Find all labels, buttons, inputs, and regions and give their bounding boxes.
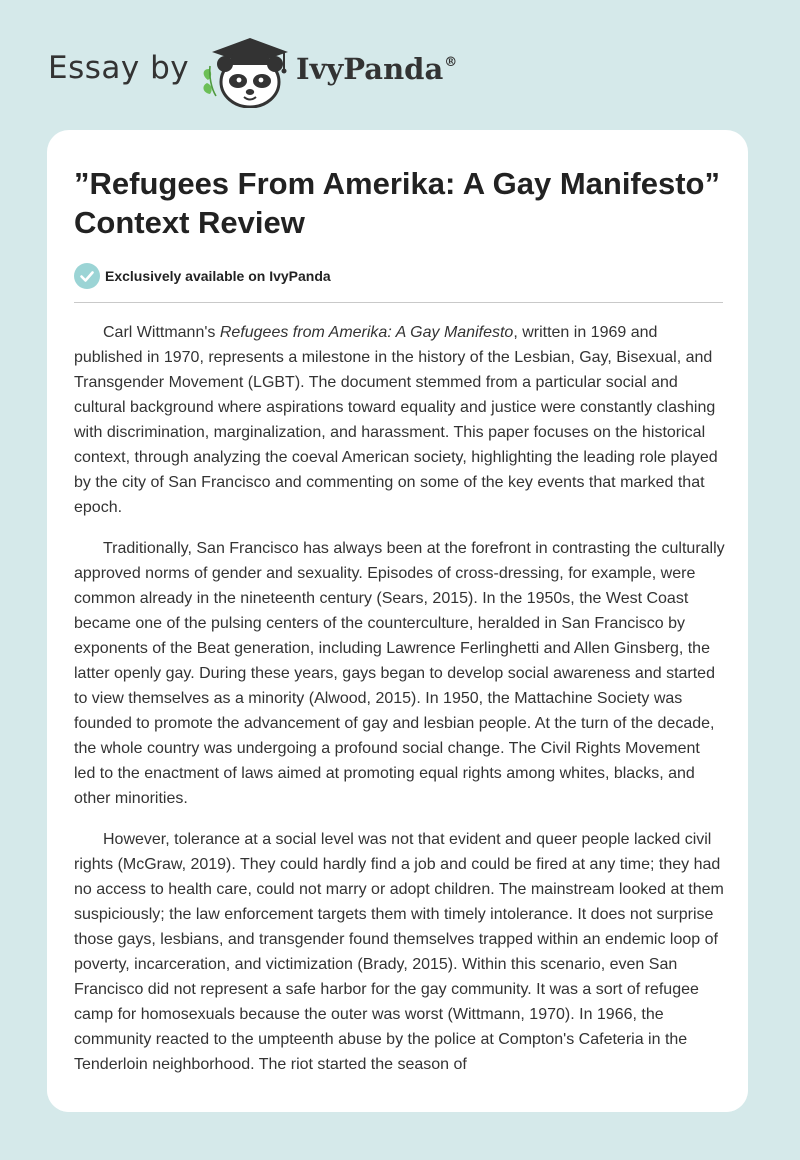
essay-card (47, 130, 748, 1112)
exclusive-badge-label: Exclusively available on IvyPanda (105, 268, 331, 284)
ivypanda-wordmark[interactable]: IvyPanda® (296, 52, 458, 86)
paragraph-2: Traditionally, San Francisco has always been at the forefront in contrasting the culturally approved norms of gender and sexuality. Episodes of cross-dressing, for example, were common already in the nineteenth century (Sears, 2015). In the 1950s, the West Coast became one of the pulsing centers of the counterculture, heralded in San Francisco by exponents of the Beat generation, including Lawrence Ferlinghetti and Allen Ginsberg, the latter openly gay. During these years, gays began to develop social awareness and started to view themselves as a minority (Alwood, 2015). In 1950, the Mattachine Society was founded to promote the advancement of gay and lesbian people. At the turn of the decade, the whole country was undergoing a profound social change. The Civil Rights Movement led to the enactment of laws aimed at promoting equal rights among whites, blacks, and other minorities. (74, 540, 725, 807)
paragraph-1: Carl Wittmann's Refugees from Amerika: A Gay Manifesto, written in 1969 and published in 1970, represents a milestone in the history of the Lesbian, Gay, Bisexual, and Transgender Movement (LGBT). The document stemmed from a particular social and cultural background where aspirations toward equality and justice were constantly clashing with discrimination, marginalization, and harassment. This paper focuses on the historical context, through analyzing the coeval American society, highlighting the leading role played by the city of San Francisco and commenting on some of the key events that marked that epoch. (74, 324, 718, 516)
work-title: Refugees from Amerika: A Gay Manifesto (219, 324, 514, 341)
essay-body (74, 320, 725, 1093)
essay-by-label: Essay by (48, 50, 190, 86)
exclusive-badge (74, 263, 331, 289)
panda-graduate-logo-icon[interactable] (198, 36, 294, 108)
title-divider (74, 302, 723, 303)
essay-title: ”Refugees From Amerika: A Gay Manifesto” Context Review (74, 166, 720, 240)
site-header (0, 0, 800, 130)
registered-mark: ® (444, 55, 458, 70)
paragraph-3: However, tolerance at a social level was not that evident and queer people lacked civil rights (McGraw, 2019). They could hardly find a job and could be fired at any time; they had no access to health care, could not marry or adopt children. The mainstream looked at them suspiciously; the law enforcement targets them with timely intolerance. It does not surprise those gays, lesbians, and transgender found themselves trapped within an endemic loop of poverty, incarceration, and victimization (Brady, 2015). Within this scenario, even San Francisco did not represent a safe harbor for the gay community. It was a sort of refugee camp for homosexuals because the outer was worst (Wittmann, 1970). In 1966, the community reacted to the umpteenth abuse by the police at Compton's Cafeteria in the Tenderloin neighborhood. The riot started the season of (74, 831, 724, 1073)
card-bottom-padding (47, 1076, 748, 1112)
check-circle-icon (74, 263, 100, 289)
